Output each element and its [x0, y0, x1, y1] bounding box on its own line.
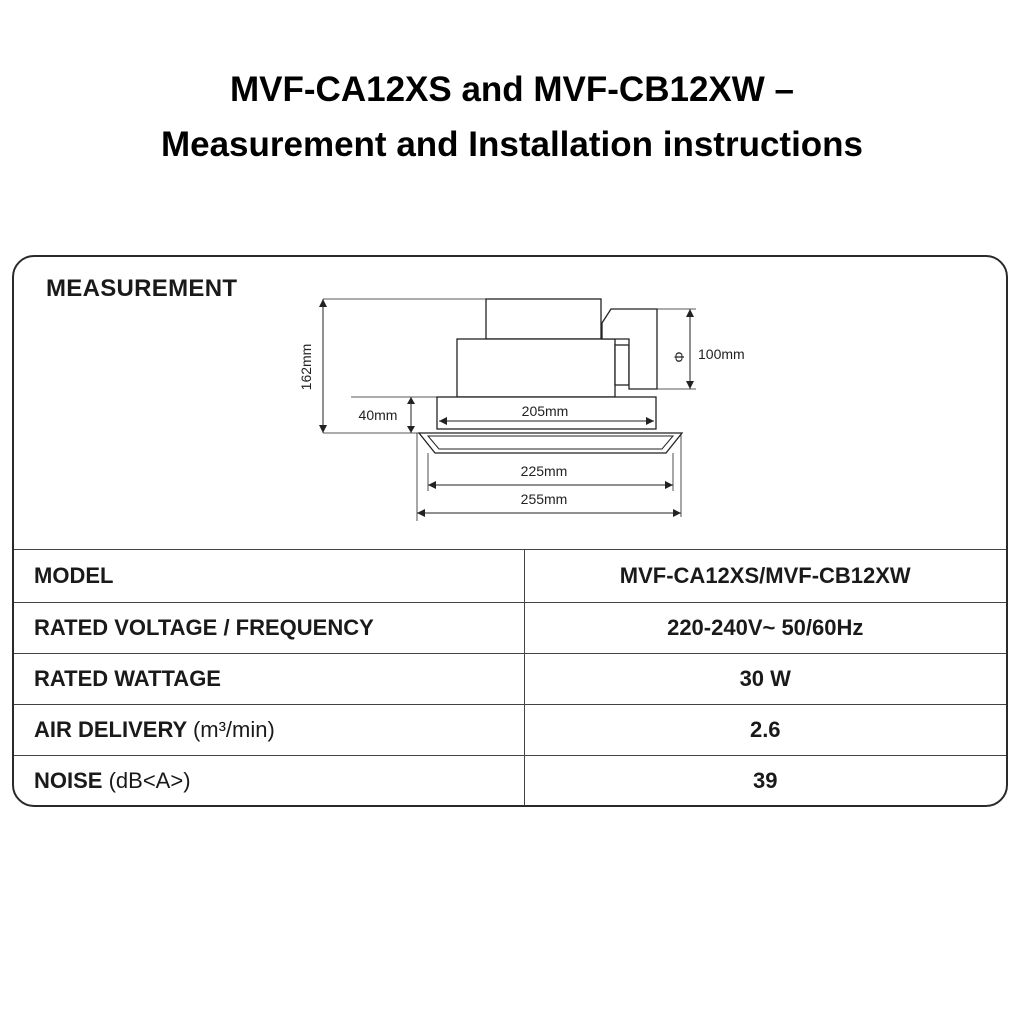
height-dim-label: 162mm	[298, 343, 314, 391]
spec-label: RATED WATTAGE	[34, 666, 221, 691]
spec-row-voltage	[14, 603, 1006, 654]
spec-value: 2.6	[524, 705, 1006, 756]
spec-value: MVF-CA12XS/MVF-CB12XW	[524, 550, 1006, 603]
spec-value: 39	[524, 756, 1006, 807]
page-title-line-1: MVF-CA12XS and MVF-CB12XW –	[230, 70, 794, 109]
fan-body	[457, 339, 615, 397]
spec-label-cell	[14, 550, 524, 603]
spec-label-cell	[14, 705, 524, 756]
measurement-heading: MEASUREMENT	[46, 275, 238, 302]
spec-value: 30 W	[524, 654, 1006, 705]
fan-dimension-diagram	[14, 257, 1006, 547]
duct-dim-label: 100mm	[698, 346, 745, 362]
spec-table	[14, 549, 1006, 806]
spec-row-model	[14, 550, 1006, 603]
spec-label: RATED VOLTAGE / FREQUENCY	[34, 615, 374, 640]
spec-label: NOISE	[34, 768, 103, 793]
duct-diameter-symbol: Φ	[671, 351, 687, 363]
duct-connector	[615, 345, 629, 385]
body-width-dim-label: 205mm	[521, 403, 569, 419]
spec-label-cell	[14, 756, 524, 807]
spec-label: MODEL	[34, 563, 114, 588]
outer-width-dim-label: 255mm	[520, 491, 568, 507]
spec-row-air-delivery	[14, 705, 1006, 756]
spec-label-cell	[14, 603, 524, 654]
spec-row-wattage	[14, 654, 1006, 705]
motor-housing	[486, 299, 601, 339]
page-title-line-2: Measurement and Installation instructions	[160, 125, 864, 164]
spec-unit: (m³/min)	[192, 717, 275, 742]
spec-label-cell	[14, 654, 524, 705]
spec-label: AIR DELIVERY	[34, 717, 187, 742]
spec-card	[12, 255, 1008, 807]
grille-width-dim-label: 225mm	[520, 463, 568, 479]
depth-dim-label: 40mm	[358, 407, 398, 423]
spec-row-noise	[14, 756, 1006, 807]
spec-value: 220-240V~ 50/60Hz	[524, 603, 1006, 654]
spec-unit: (dB<A>)	[108, 768, 191, 793]
